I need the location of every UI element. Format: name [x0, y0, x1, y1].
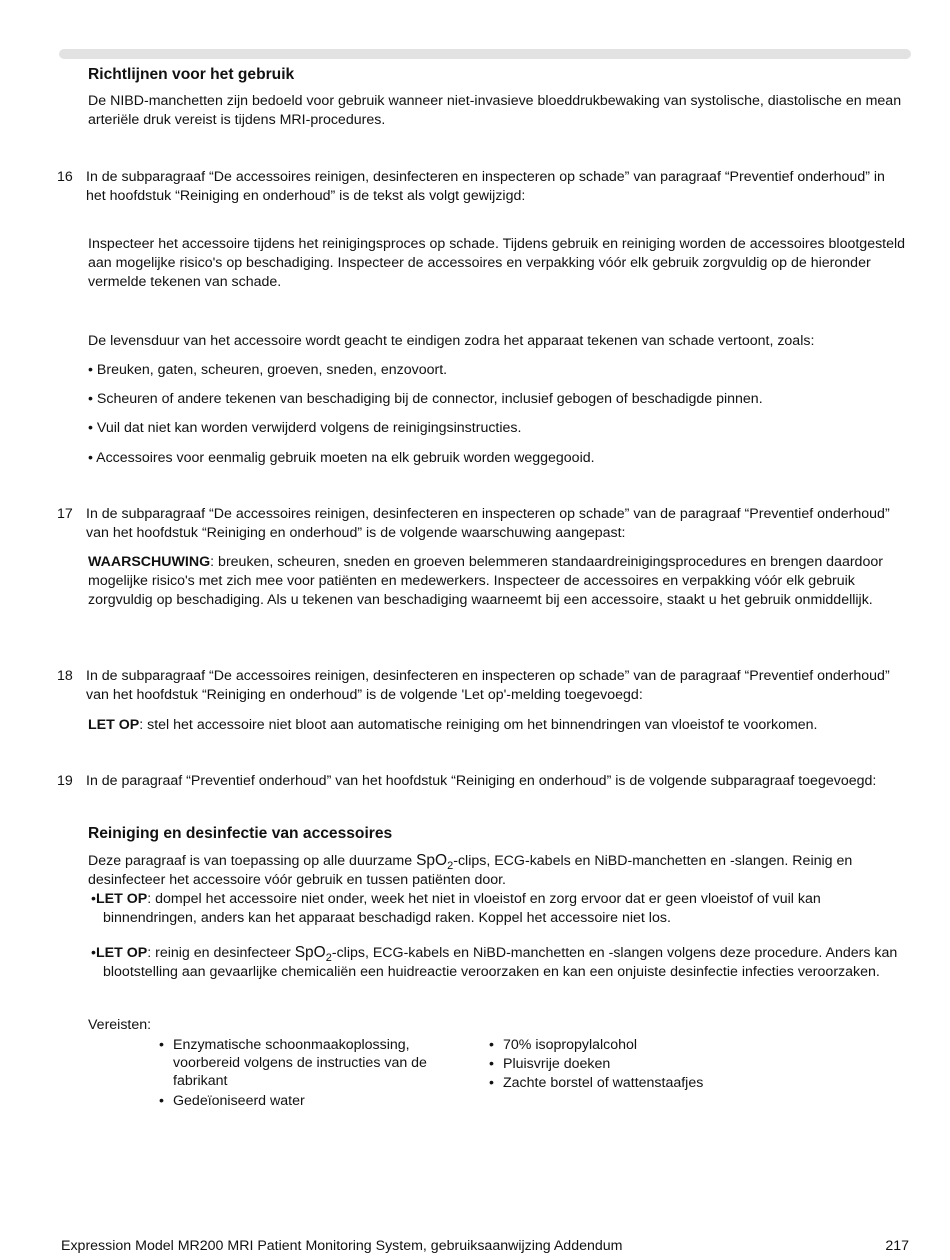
caution-text-a: : reinig en desinfecteer — [147, 945, 295, 961]
requirements-label: Vereisten: — [88, 1017, 152, 1033]
warning-text: : breuken, scheuren, sneden en groeven belemmeren standaardreinigingsprocedures en brengen daardoor mogelijke risico's met zich mee voor patiënten en medewerkers. Inspecteer de accessoires en verpakking vóór elk gebruik zorgvuldig op beschadiging. Als u tekenen van beschadiging waarneemt bij een accessoire, staakt u het gebruik onmiddellijk. — [88, 554, 883, 608]
damage-bullet-3: • Vuil dat niet kan worden verwijderd volgens de reinigingsinstructies. — [88, 420, 522, 436]
item-number: 16 — [57, 169, 73, 185]
bullet-glyph: • — [91, 945, 96, 961]
numbered-item-18 — [57, 667, 907, 705]
bullet-glyph: • — [91, 891, 96, 907]
caution-label: LET OP — [95, 945, 148, 961]
item-text: In de subparagraaf “De accessoires reinigen, desinfecteren en inspecteren op schade” van de paragraaf “Preventief onderhoud” van het hoofdstuk “Reiniging en onderhoud” is de volgende 'Let op'-melding toegevoegd: — [86, 668, 890, 703]
caution-text: : dompel het accessoire niet onder, week het niet in vloeistof en zorg ervoor dat er geen vloeistof of vuil kan binnendringen, anders kan het apparaat beschadigd raken. Koppel het accessoire niet los. — [103, 891, 821, 926]
requirement-item: • Pluisvrije doeken — [489, 1055, 789, 1074]
requirement-item: • Gedeïoniseerd water — [159, 1092, 469, 1110]
intro-text-a: Deze paragraaf is van toepassing op alle duurzame — [88, 853, 417, 869]
page-footer — [61, 1237, 909, 1256]
cleaning-heading: Reiniging en desinfectie van accessoires — [88, 825, 393, 842]
intro-text-b: -clips, ECG-kabels en NiBD-manchetten en -slangen. Reinig en desinfecteer het accessoire vóór gebruik en tussen patiënten door. — [88, 853, 853, 888]
page-number: 217 — [885, 1238, 909, 1254]
item-text: In de subparagraaf “De accessoires reinigen, desinfecteren en inspecteren op schade” van paragraaf “Preventief onderhoud” in het hoofdstuk “Reiniging en onderhoud” is de tekst als volgt gewijzigd: — [86, 169, 885, 204]
usage-text: De NIBD-manchetten zijn bedoeld voor gebruik wanneer niet-invasieve bloeddrukbewaking van systolische, diastolische en mean arteriële druk vereist is tijdens MRI-procedures. — [88, 93, 902, 128]
caution-text-b: -clips, ECG-kabels en NiBD-manchetten en -slangen volgens deze procedure. Anders kan blootstelling aan gevaarlijke chemicaliën een huidreactie veroorzaken en kan een onjuiste desinfectie infecties veroorzaken. — [103, 945, 898, 980]
requirement-item: • 70% isopropylalcohol — [489, 1036, 789, 1055]
inspect-paragraph: Inspecteer het accessoire tijdens het reinigingsproces op schade. Tijdens gebruik en reiniging worden de accessoires blootgesteld aan mogelijke risico's op beschadiging. Inspecteer de accessoires en verpakking vóór elk gebruik zorgvuldig op de hieronder vermelde tekenen van schade. — [88, 236, 906, 290]
caution-label: LET OP — [95, 891, 148, 907]
damage-bullet-2: • Scheuren of andere tekenen van beschadiging bij de connector, inclusief gebogen of beschadigde pinnen. — [88, 391, 763, 407]
warning-paragraph — [88, 553, 913, 610]
spo2-term — [294, 944, 332, 964]
item-number: 17 — [57, 506, 73, 522]
item-text: In de paragraaf “Preventief onderhoud” van het hoofdstuk “Reiniging en onderhoud” is de volgende subparagraaf toegevoegd: — [86, 773, 877, 789]
item-text: In de subparagraaf “De accessoires reinigen, desinfecteren en inspecteren op schade” van de paragraaf “Preventief onderhoud” van het hoofdstuk “Reiniging en onderhoud” is de volgende waarschuwing aangepast: — [86, 506, 890, 541]
numbered-item-16 — [57, 168, 907, 206]
item-number: 18 — [57, 668, 73, 684]
spo2-subscript: 2 — [325, 952, 332, 964]
spo2-term — [416, 852, 454, 872]
spo2-base: SpO — [416, 852, 448, 869]
numbered-item-19 — [57, 772, 907, 791]
damage-bullet-1: • Breuken, gaten, scheuren, groeven, sneden, enzovoort. — [88, 362, 448, 378]
caution-bullet-2 — [91, 943, 918, 982]
caution-bullet-1 — [91, 890, 918, 928]
spo2-base: SpO — [294, 944, 326, 961]
warning-label: WAARSCHUWING — [88, 554, 211, 570]
caution-paragraph — [88, 716, 913, 735]
numbered-item-17 — [57, 505, 907, 543]
caution-text: : stel het accessoire niet bloot aan automatische reiniging om het binnendringen van vloeistof te voorkomen. — [139, 717, 818, 733]
caution-label: LET OP — [88, 717, 140, 733]
footer-title: Expression Model MR200 MRI Patient Monitoring System, gebruiksaanwijzing Addendum — [61, 1238, 623, 1254]
requirement-item: • Enzymatische schoonmaakoplossing, voorbereid volgens de instructies van de fabrikant — [159, 1036, 469, 1090]
lifespan-paragraph: De levensduur van het accessoire wordt geacht te eindigen zodra het apparaat tekenen van schade vertoont, zoals: — [88, 333, 815, 349]
damage-bullet-4: • Accessoires voor eenmalig gebruik moeten na elk gebruik worden weggegooid. — [88, 450, 595, 466]
requirements-list-left — [159, 1036, 469, 1110]
requirements-list-right — [489, 1036, 789, 1093]
item-number: 19 — [57, 773, 73, 789]
header-divider-bar — [59, 49, 911, 59]
spo2-subscript: 2 — [447, 860, 454, 872]
requirement-item: • Zachte borstel of wattenstaafjes — [489, 1074, 789, 1093]
cleaning-intro — [88, 851, 913, 890]
usage-heading: Richtlijnen voor het gebruik — [88, 66, 295, 83]
